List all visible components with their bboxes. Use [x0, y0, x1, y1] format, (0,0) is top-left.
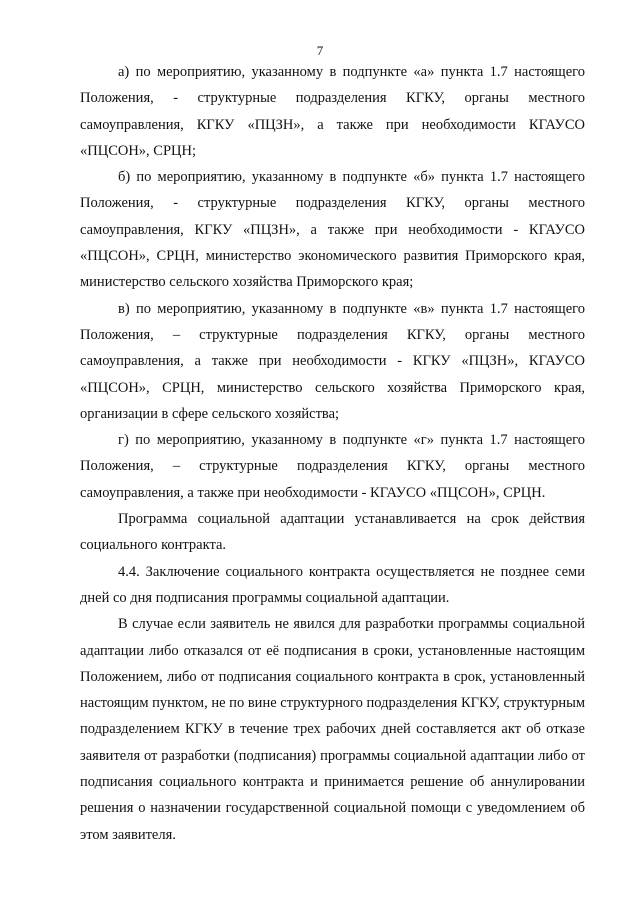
paragraph-a: а) по мероприятию, указанному в подпункте «а» пункта 1.7 настоящего Положения, - структурные подразделения КГКУ, органы местного самоуправления, КГКУ «ПЦЗН», а также при необходимости КГАУСО «ПЦСОН», СРЦН;	[80, 64, 585, 159]
paragraph-program-term: Программа социальной адаптации устанавливается на срок действия социального контракта.	[80, 511, 585, 554]
paragraph-refusal: В случае если заявитель не явился для разработки программы социальной адаптации либо отказался от её подписания в сроки, установленные настоящим Положением, либо от подписания социального контракта в срок, установленный настоящим пунктом, не по вине структурного подразделения КГКУ, структурным подразделением КГКУ в течение трех рабочих дней составляется акт об отказе заявителя от разработки (подписания) программы социальной адаптации либо от подписания социального контракта и принимается решение об аннулировании решения о назначении государственной социальной помощи с уведомлением об этом заявителя.	[80, 616, 585, 843]
document-body	[80, 59, 585, 848]
page-number: 7	[316, 43, 324, 58]
paragraph-g: г) по мероприятию, указанному в подпункте «г» пункта 1.7 настоящего Положения, – структурные подразделения КГКУ, органы местного самоуправления, а также при необходимости - КГАУСО «ПЦСОН», СРЦН.	[80, 432, 585, 501]
paragraph-v: в) по мероприятию, указанному в подпункте «в» пункта 1.7 настоящего Положения, – структурные подразделения КГКУ, органы местного самоуправления, а также при необходимости - КГКУ «ПЦЗН», КГАУСО «ПЦСОН», СРЦН, министерство сельского хозяйства Приморского края, организации в сфере сельского хозяйства;	[80, 300, 585, 422]
paragraph-b: б) по мероприятию, указанному в подпункте «б» пункта 1.7 настоящего Положения, - структурные подразделения КГКУ, органы местного самоуправления, КГКУ «ПЦЗН», а также при необходимости - КГАУСО «ПЦСОН», СРЦН, министерство экономического развития Приморского края, министерство сельского хозяйства Приморского края;	[80, 169, 585, 291]
paragraph-4-4: 4.4. Заключение социального контракта осуществляется не позднее семи дней со дня подписания программы социальной адаптации.	[80, 563, 585, 606]
